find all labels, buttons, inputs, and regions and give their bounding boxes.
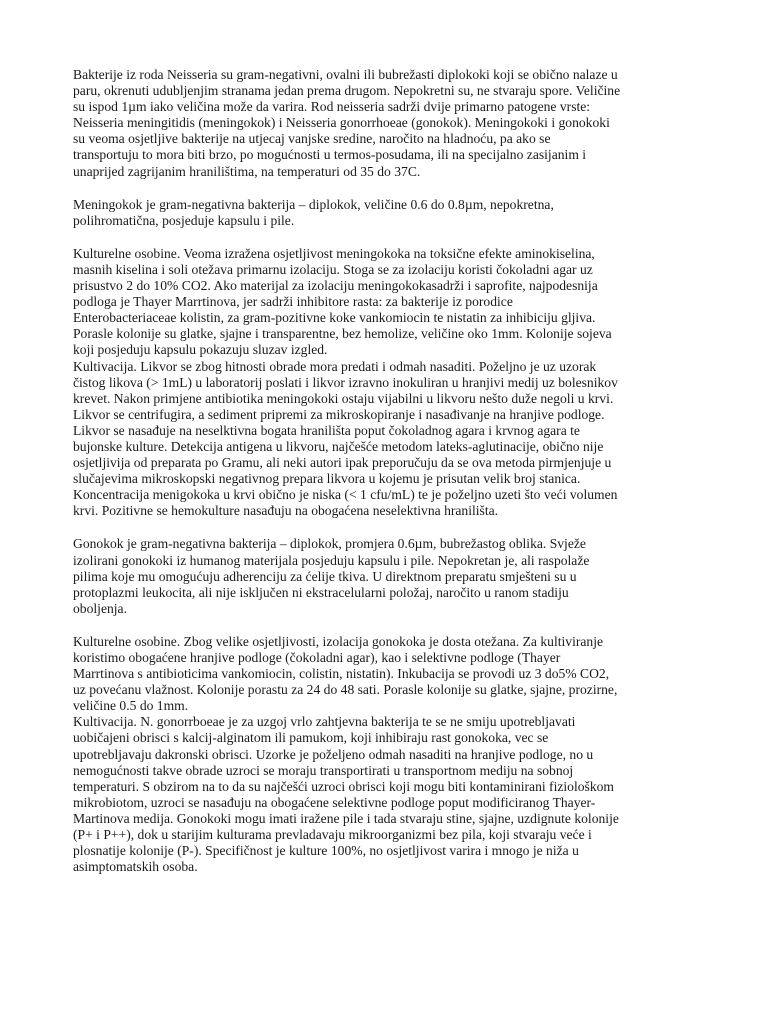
text-line: Martinova medija. Gonokoki mogu imati iražene pile i tada stvaraju stine, sjajne, uzdignute kolonije xyxy=(73,810,619,826)
text-line: čistog likova (> 1mL) u laboratorij poslati i likvor izravno inokuliran u hranjivi medij uz bolesnikov xyxy=(73,374,618,390)
text-line: upotrebljavaju dakronski obrisci. Uzorke je poželjeno odmah nasaditi na hranjive podloge, no u xyxy=(73,746,594,762)
text-line: transportuju to mora biti brzo, po mogućnosti u termos-posudama, ili na specijalno zasijanim i xyxy=(73,147,587,163)
text-line: (P+ i P++), dok u starijim kulturama prevladavaju mikroorganizmi bez pila, koji stvaraju veće i xyxy=(73,827,592,843)
text-line: bujonske kulture. Detekcija antigena u likvoru, najčešće metodom lateks-aglutinacije, obično nije xyxy=(73,438,604,454)
text-line: Kulturelne osobine. Zbog velike osjetljivosti, izolacija gonokoka je dosta otežana. Za kultiviranje xyxy=(73,633,604,649)
text-line: koristimo obogaćene hranjive podloge (čokoladni agar), kao i selektivne podloge (Thayer xyxy=(73,650,561,665)
paragraph-meningokok-culture xyxy=(73,246,701,520)
text-line: oboljenja. xyxy=(73,600,127,616)
text-line: pilima koje mu omogućuju adherenciju za ćelije tkiva. U direktnom preparatu smješteni su u xyxy=(73,568,577,584)
text-line: Porasle kolonije su glatke, sjajne i transparentne, bez hemolize, veličine oko 1mm. Kolonije sojeva xyxy=(73,326,612,342)
text-line: Marrtinova s antibioticima vankomiocin, colistin, nistatin). Inkubacija se provodi uz 3 do5% CO2, xyxy=(73,666,610,682)
paragraph-gap xyxy=(73,180,701,197)
text-line: podloga je Thayer Marrtinova, jer sadrži inhibitore rasta: za bakterije iz porodice xyxy=(73,294,513,310)
text-line: prisustvo 2 do 10% CO2. Ako materijal za izolaciju meningokokasadrži i saprofite, najpodesnija xyxy=(73,278,598,294)
text-line: asimptomatskih osoba. xyxy=(73,859,198,875)
text-line: unaprijed zagrijanim hranilištima, na temperaturi od 35 do 37C. xyxy=(73,163,421,179)
text-line: temperaturi. S obzirom na to da su najčešći uzroci obrisci koji mogu biti kontaminirani fiziološkom xyxy=(73,778,614,794)
text-line: Gonokok je gram-negativna bakterija – diplokok, promjera 0.6µm, bubrežastog oblika. Svježe xyxy=(73,536,586,552)
text-line: Likvor se centrifugira, a sediment pripremi za mikroskopiranje i nasađivanje na hranjive podloge. xyxy=(73,406,605,422)
document-page xyxy=(73,67,701,875)
text-line: uobičajeni obrisci s kalcij-alginatom ili pamukom, koji inhibiraju rast gonokoka, vec se xyxy=(73,730,549,746)
paragraph-gonokok xyxy=(73,536,701,616)
text-line: Meningokok je gram-negativna bakterija – diplokok, veličine 0.6 do 0.8µm, nepokretna, xyxy=(73,196,554,212)
text-line: krevet. Nakon primjene antibiotika meningokoki ostaju vijabilni u likvoru nešto duže negoli u krvi. xyxy=(73,390,614,406)
text-line: paru, okrenuti udubljenjim stranama jedan prema drugom. Nepokretni su, ne stvaraju spore. Veličine xyxy=(73,83,621,99)
text-line: Kultivacija. Likvor se zbog hitnosti obrade mora predati i odmah nasaditi. Poželjno je uz uzorak xyxy=(73,358,597,374)
text-line: osjetljivija od preparata po Gramu, ali neki autori ipak preporučuju da se ova metoda pirmjenjuje u xyxy=(73,455,612,471)
text-line: Kultivacija. N. gonorrboeae je za uzgoj vrlo zahtjevna bakterija te se ne smiju upotrebljavati xyxy=(73,714,576,730)
text-line: koji posjeduju kapsulu pokazuju sluzav izgled. xyxy=(73,342,328,358)
text-line: nemogućnosti takve obrade uzroci se moraju transportirati u transportnom mediju na sobnoj xyxy=(73,762,574,778)
text-line: krvi. Pozitivne se hemokulture nasađuju na obogaćena neselektivna hranilišta. xyxy=(73,503,499,519)
text-line: masnih kiselina i soli otežava primarnu izolaciju. Stoga se za izolaciju koristi čokoladni agar uz xyxy=(73,261,593,277)
text-line: Bakterije iz roda Neisseria su gram-negativni, ovalni ili bubrežasti diplokoki koji se obično nalaze u xyxy=(73,67,618,82)
text-line: protoplazmi leukocita, ali nije isključen ni ekstracelularni položaj, naročito u ranom stadiju xyxy=(73,584,569,600)
text-line: Neisseria meningitidis (meningokok) i Neisseria gonorrhoeae (gonokok). Meningokoki i gonokoki xyxy=(73,115,610,131)
paragraph-neisseria-intro xyxy=(73,67,701,180)
text-line: su veoma osjetljive bakterije na utjecaj vanjske sredine, naročito na hladnoću, pa ako se xyxy=(73,131,551,147)
text-line: slučajevima mikroskopski negativnog prepara likvora u kojemu je prisutan velik broj stanica. xyxy=(73,471,581,487)
text-line: veličine 0.5 do 1mm. xyxy=(73,698,189,714)
text-line: uz povećanu vlažnost. Kolonije porastu za 24 do 48 sati. Porasle kolonije su glatke, sjajne, prozirne, xyxy=(73,682,618,698)
text-line: Enterobacteriaceae kolistin, za gram-pozitivne koke vankomiocin te nistatin za inhibiciju gljiva. xyxy=(73,310,596,326)
paragraph-gonokok-culture xyxy=(73,634,701,875)
text-line: polihromatična, posjeduje kapsulu i pile. xyxy=(73,212,295,228)
text-line: plosnatije kolonije (P-). Specifičnost je kulture 100%, no osjetljivost varira i mnogo je niža u xyxy=(73,843,579,859)
paragraph-gap xyxy=(73,229,701,246)
text-line: mikrobiotom, uzroci se nasađuju na obogaćene selektivne podloge poput modificiranog Thayer- xyxy=(73,794,596,810)
paragraph-meningokok xyxy=(73,197,701,229)
text-line: su ispod 1µm iako veličina može da varira. Rod neisseria sadrži dvije primarno patogene vrste: xyxy=(73,99,591,115)
text-line: Likvor se nasađuje na neselktivna bogata hranilišta poput čokoladnog agara i krvnog agara te xyxy=(73,422,580,438)
text-line: Koncentracija menigokoka u krvi obično je niska (< 1 cfu/mL) te je poželjno uzeti što veći volumen xyxy=(73,487,618,503)
text-line: izolirani gonokoki iz humanog materijala posjeduju kapsulu i pile. Nepokretan je, ali raspolaže xyxy=(73,552,590,568)
paragraph-gap xyxy=(73,617,701,634)
paragraph-gap xyxy=(73,519,701,536)
text-line: Kulturelne osobine. Veoma izražena osjetljivost meningokoka na toksične efekte aminokiselina, xyxy=(73,245,595,261)
